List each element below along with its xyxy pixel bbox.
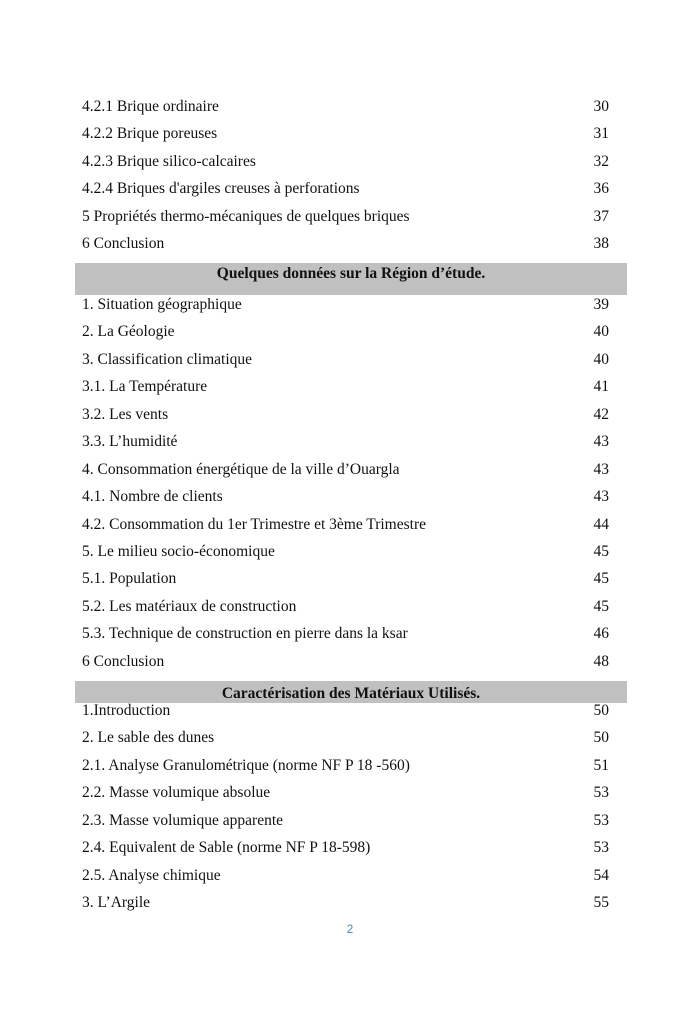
toc-entry[interactable] xyxy=(75,752,627,779)
toc-entry[interactable] xyxy=(75,807,627,834)
toc-entry-label: 4.2. Consommation du 1er Trimestre et 3ème Trimestre xyxy=(82,515,426,533)
toc-entry[interactable] xyxy=(75,230,627,257)
toc-entry[interactable] xyxy=(75,148,627,175)
toc-entry[interactable] xyxy=(75,318,627,345)
toc-entry-label: 2.4. Equivalent de Sable (norme NF P 18-598) xyxy=(82,839,371,857)
toc-entry-label: 3.2. Les vents xyxy=(82,405,169,423)
toc-entry[interactable] xyxy=(75,203,627,230)
page-number: 2 xyxy=(346,922,354,936)
toc-entry[interactable] xyxy=(75,511,627,538)
toc-entry-page: 54 xyxy=(593,866,609,884)
toc-entry[interactable] xyxy=(75,120,627,147)
toc-entry[interactable] xyxy=(75,538,627,565)
toc-entry-label: 5.2. Les matériaux de construction xyxy=(82,597,297,615)
toc-entry-page: 39 xyxy=(593,296,609,313)
toc-entry-label: 4.2.1 Brique ordinaire xyxy=(82,98,219,115)
toc-entry[interactable] xyxy=(75,346,627,373)
toc-entry-page: 55 xyxy=(593,894,609,912)
toc-entry[interactable] xyxy=(75,373,627,400)
toc-entry-page: 37 xyxy=(593,207,609,225)
toc-entry-label: 5.1. Population xyxy=(82,570,177,588)
toc-entry[interactable] xyxy=(75,697,627,724)
toc-section-1 xyxy=(75,93,627,258)
toc-entry-page: 53 xyxy=(593,784,609,802)
toc-entry-page: 43 xyxy=(593,433,609,451)
toc-entry-label: 3.3. L’humidité xyxy=(82,433,178,451)
toc-entry-page: 53 xyxy=(593,811,609,829)
toc-entry-label: 2. Le sable des dunes xyxy=(82,729,215,747)
toc-entry[interactable] xyxy=(75,428,627,455)
toc-entry-label: 2. La Géologie xyxy=(82,323,175,341)
toc-entry-label: 3. Classification climatique xyxy=(82,350,253,368)
toc-entry-page: 40 xyxy=(593,350,609,368)
toc-entry[interactable] xyxy=(75,593,627,620)
toc-entry-label: 6 Conclusion xyxy=(82,235,165,253)
toc-entry-page: 43 xyxy=(593,460,609,478)
toc-entry-page: 53 xyxy=(593,839,609,857)
toc-entry-page: 36 xyxy=(593,180,609,198)
toc-section-3 xyxy=(75,697,627,917)
toc-entry[interactable] xyxy=(75,834,627,861)
toc-entry-label: 5. Le milieu socio-économique xyxy=(82,542,275,560)
toc-entry-label: 6 Conclusion xyxy=(82,652,165,670)
toc-entry-label: 1. Situation géographique xyxy=(82,296,242,313)
toc-entry-page: 31 xyxy=(593,125,609,143)
toc-entry[interactable] xyxy=(75,889,627,916)
section-heading-materiaux: Caractérisation des Matériaux Utilisés. xyxy=(75,681,627,703)
toc-entry[interactable] xyxy=(75,724,627,751)
toc-entry-label: 4.2.2 Brique poreuses xyxy=(82,125,218,143)
toc-entry-page: 43 xyxy=(593,488,609,506)
toc-entry-page: 41 xyxy=(593,378,609,396)
toc-entry-label: 5 Propriétés thermo-mécaniques de quelques briques xyxy=(82,207,410,225)
toc-entry-page: 38 xyxy=(593,235,609,253)
toc-entry-label: 2.1. Analyse Granulométrique (norme NF P 18 -560) xyxy=(82,756,410,774)
section-heading-region: Quelques données sur la Région d’étude. xyxy=(75,263,627,295)
toc-entry[interactable] xyxy=(75,565,627,592)
toc-entry-label: 4. Consommation énergétique de la ville d’Ouargla xyxy=(82,460,400,478)
toc-entry-page: 50 xyxy=(593,702,609,719)
toc-entry[interactable] xyxy=(75,620,627,647)
toc-entry-label: 2.3. Masse volumique apparente xyxy=(82,811,284,829)
toc-entry[interactable] xyxy=(75,779,627,806)
toc-entry-label: 4.2.3 Brique silico-calcaires xyxy=(82,152,256,170)
toc-entry-label: 1.Introduction xyxy=(82,702,171,719)
toc-entry[interactable] xyxy=(75,862,627,889)
toc-entry[interactable] xyxy=(75,483,627,510)
toc-entry-page: 46 xyxy=(593,625,609,643)
toc-entry-label: 2.5. Analyse chimique xyxy=(82,866,221,884)
toc-entry-page: 45 xyxy=(593,570,609,588)
toc-entry[interactable] xyxy=(75,175,627,202)
toc-entry-label: 4.2.4 Briques d'argiles creuses à perforations xyxy=(82,180,360,198)
toc-entry-page: 42 xyxy=(593,405,609,423)
toc-entry[interactable] xyxy=(75,291,627,318)
toc-entry-page: 44 xyxy=(593,515,609,533)
toc-entry[interactable] xyxy=(75,648,627,675)
toc-entry-label: 3. L’Argile xyxy=(82,894,151,912)
toc-entry[interactable] xyxy=(75,93,627,120)
toc-entry-page: 45 xyxy=(593,597,609,615)
toc-entry[interactable] xyxy=(75,456,627,483)
toc-entry-label: 3.1. La Température xyxy=(82,378,208,396)
toc-section-2 xyxy=(75,291,627,675)
toc-entry-page: 48 xyxy=(593,652,609,670)
toc-entry-page: 32 xyxy=(593,152,609,170)
toc-entry-page: 45 xyxy=(593,542,609,560)
toc-entry-label: 4.1. Nombre de clients xyxy=(82,488,223,506)
toc-entry-page: 40 xyxy=(593,323,609,341)
toc-entry-page: 51 xyxy=(593,756,609,774)
toc-entry-page: 50 xyxy=(593,729,609,747)
toc-entry-label: 5.3. Technique de construction en pierre dans la ksar xyxy=(82,625,408,643)
toc-entry-page: 30 xyxy=(593,98,609,115)
toc-entry[interactable] xyxy=(75,401,627,428)
toc-entry-label: 2.2. Masse volumique absolue xyxy=(82,784,271,802)
